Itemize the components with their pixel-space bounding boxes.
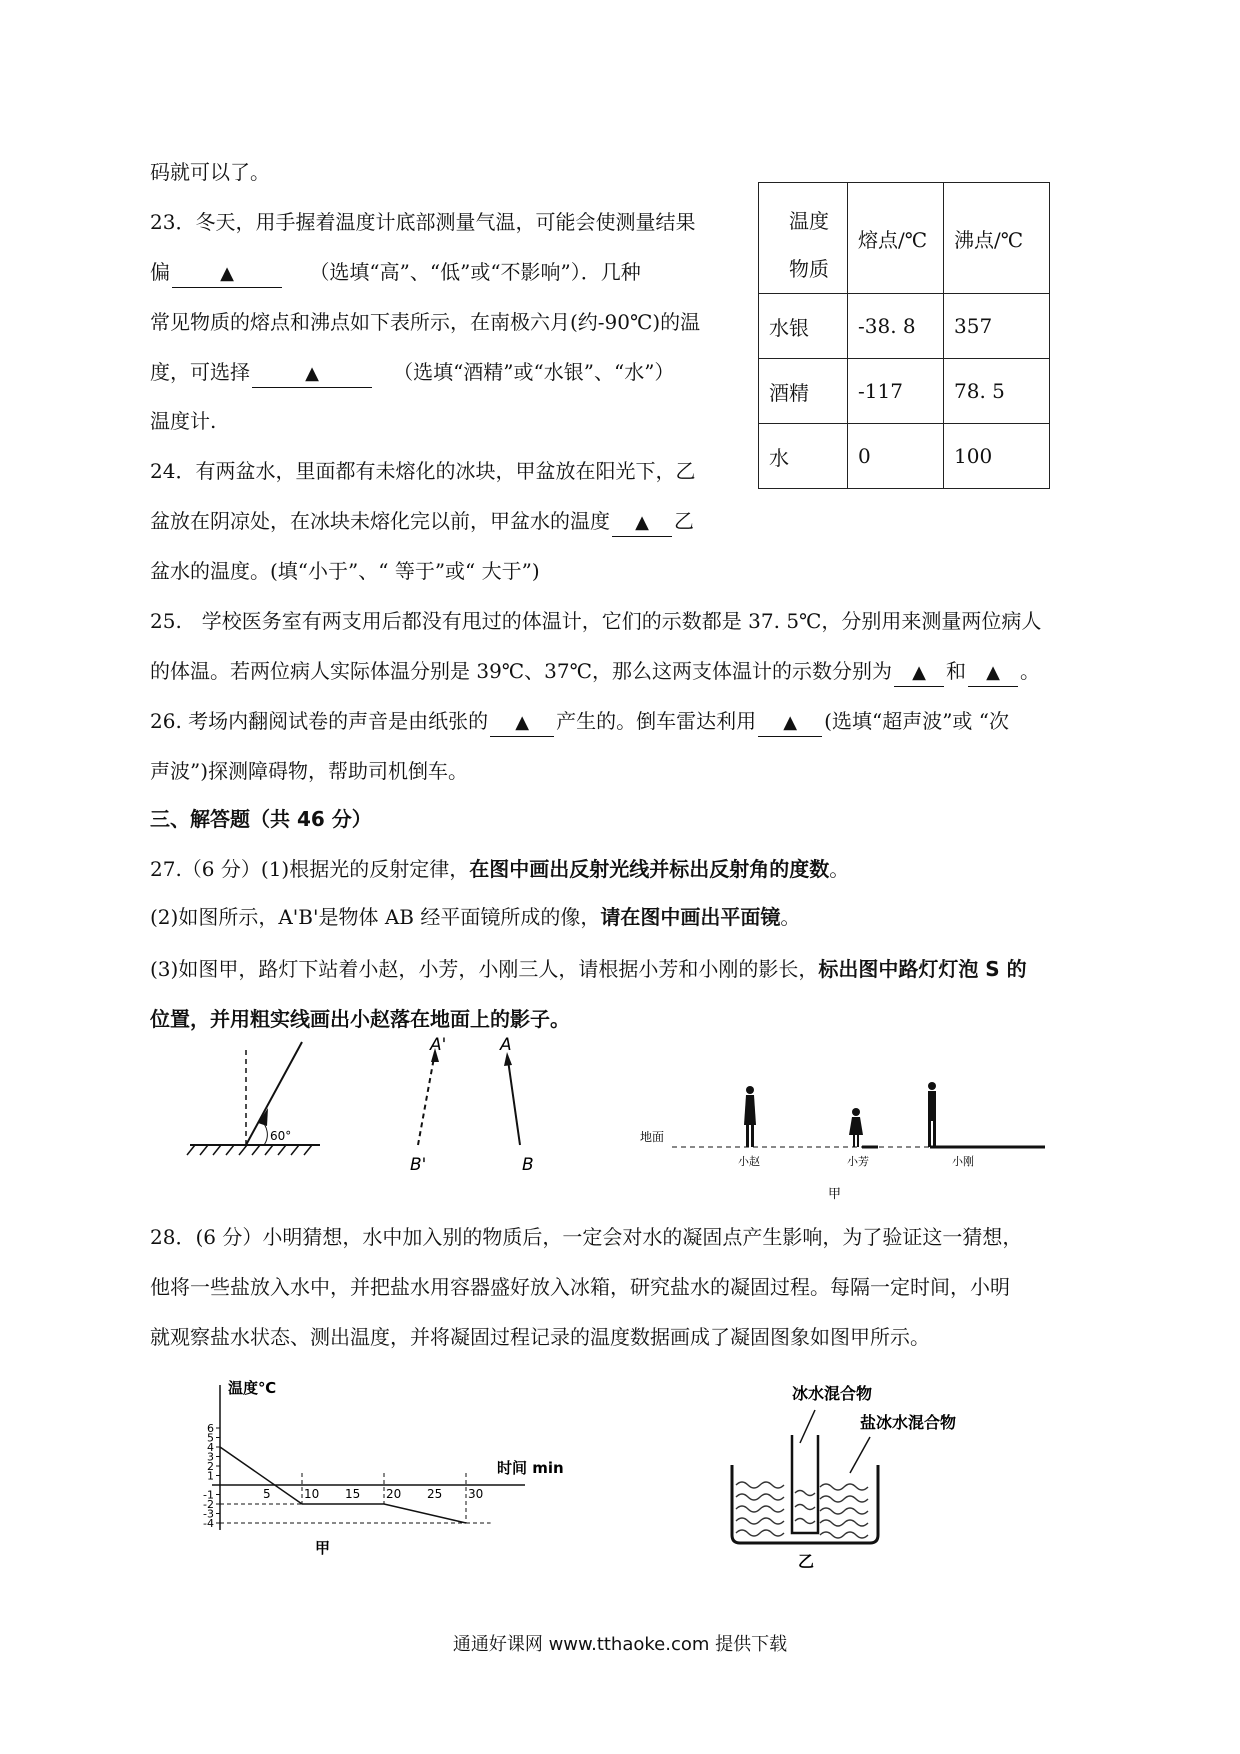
table-header-diagonal	[759, 183, 848, 294]
answer-blank[interactable]: ▲	[894, 658, 944, 687]
beaker-figure	[720, 1375, 1010, 1575]
label-b: B	[522, 1155, 534, 1175]
q27-line1: 27.（6 分）(1)根据光的反射定律，在图中画出反射光线并标出反射角的度数。	[150, 857, 850, 881]
cell-name: 水银	[759, 294, 848, 359]
y-tick-label: -4	[203, 1517, 214, 1530]
melting-boiling-table	[758, 182, 1050, 489]
y-tick-label: 5	[207, 1431, 214, 1445]
x-tick-label: 10	[304, 1487, 320, 1501]
y-tick-label: 4	[207, 1441, 214, 1454]
q27-line2: (2)如图所示，A'B'是物体 AB 经平面镜所成的像，请在图中画出平面镜。	[150, 905, 801, 929]
y-tick-label: 2	[207, 1460, 214, 1473]
footer: 通通好课网 www.tthaoke.com 提供下载	[452, 1634, 788, 1655]
q28-line1: 28．(6 分）小明猜想，水中加入别的物质后，一定会对水的凝固点产生影响，为了验证这一猜想，	[150, 1225, 1023, 1249]
x-tick-label: 25	[427, 1487, 443, 1501]
x-tick-label: 15	[345, 1487, 361, 1501]
answer-blank[interactable]: ▲	[612, 508, 672, 537]
cell-name: 酒精	[759, 359, 848, 424]
answer-blank[interactable]: ▲	[758, 708, 822, 737]
label-xiaofang: 小芳	[847, 1155, 869, 1168]
y-tick-label: -1	[203, 1488, 214, 1502]
x-tick-label: 30	[468, 1487, 484, 1501]
angle-label: 60°	[270, 1129, 292, 1143]
mirror-image-diagram	[410, 1035, 534, 1175]
header-substance: 物质	[789, 257, 829, 281]
answer-blank[interactable]: ▲	[252, 359, 372, 388]
header-boil: 沸点/℃	[944, 183, 1050, 294]
q24-line3: 盆水的温度。(填“小于”、“ 等于”或“ 大于”)	[150, 559, 540, 583]
q23-line5: 温度计.	[150, 409, 217, 433]
q23-line3: 常见物质的熔点和沸点如下表所示，在南极六月(约-90℃)的温	[150, 310, 701, 334]
y-tick-label: -3	[203, 1507, 214, 1521]
x-tick-label: 5	[263, 1487, 271, 1501]
q24-line2: 盆放在阴凉处，在冰块未熔化完以前，甲盆水的温度 ▲ 乙	[150, 504, 694, 538]
table-row	[759, 359, 1050, 424]
table-row	[759, 294, 1050, 359]
figure-caption: 甲	[828, 1187, 842, 1202]
label-xiaogang: 小刚	[952, 1155, 974, 1168]
q28-line3: 就观察盐水状态、测出温度，并将凝固过程记录的温度数据画成了凝固图象如图甲所示。	[150, 1325, 930, 1349]
cell-boil: 357	[944, 294, 1050, 359]
person-xiaozhao	[744, 1086, 756, 1147]
reflection-diagram	[187, 1042, 320, 1155]
y-tick-label: 1	[207, 1469, 214, 1483]
q27-line4: 位置，并用粗实线画出小赵落在地面上的影子。	[150, 1007, 570, 1031]
street-lamp-diagram	[640, 1082, 1045, 1202]
header-temp: 温度	[789, 209, 829, 233]
outer-beaker	[732, 1465, 878, 1543]
cell-melt: -38. 8	[848, 294, 944, 359]
cell-boil: 100	[944, 424, 1050, 489]
q25-line2: 的体温。若两位病人实际体温分别是 39℃、37℃，那么这两支体温计的示数分别为 ▲ 和 ▲ 。	[150, 654, 1040, 688]
cell-boil: 78. 5	[944, 359, 1050, 424]
x-tick-label: 20	[386, 1487, 402, 1501]
x-axis-label: 时间 min	[497, 1459, 564, 1477]
cell-name: 水	[759, 424, 848, 489]
label-a: A	[500, 1035, 512, 1055]
y-tick-label: 6	[207, 1422, 214, 1435]
label-b-prime: B'	[410, 1155, 427, 1175]
q23-line4: 度，可选择 ▲ （选填“酒精”或“水银”、“水”）	[150, 355, 674, 389]
answer-blank[interactable]: ▲	[172, 259, 282, 288]
q28-line2: 他将一些盐放入水中，并把盐水用容器盛好放入冰箱，研究盐水的凝固过程。每隔一定时间，小明	[150, 1275, 1010, 1299]
section-heading: 三、解答题（共 46 分）	[150, 807, 372, 831]
figure-27	[150, 1030, 1110, 1210]
table-row	[759, 424, 1050, 489]
q23-line2: 偏 ▲ （选填“高”、“低”或“不影响”）．几种	[150, 255, 641, 289]
person-xiaofang	[849, 1108, 863, 1147]
ground-label: 地面	[640, 1130, 665, 1144]
q23-line1: 23．冬天，用手握着温度计底部测量气温，可能会使测量结果	[150, 210, 696, 234]
chart-caption: 甲	[315, 1539, 331, 1557]
y-tick-label: -2	[203, 1498, 214, 1511]
q24-line1: 24．有两盆水，里面都有未熔化的冰块，甲盆放在阳光下，乙	[150, 459, 696, 483]
label-xiaozhao: 小赵	[738, 1155, 760, 1168]
beaker-caption: 乙	[798, 1552, 815, 1571]
person-xiaogang	[928, 1082, 936, 1147]
inner-tube	[792, 1435, 818, 1533]
header-melt: 熔点/℃	[848, 183, 944, 294]
y-tick-label: 3	[207, 1450, 214, 1464]
answer-blank[interactable]: ▲	[490, 708, 554, 737]
answer-blank[interactable]: ▲	[968, 658, 1018, 687]
solidification-chart	[190, 1375, 590, 1570]
q27-line3: (3)如图甲，路灯下站着小赵，小芳，小刚三人，请根据小芳和小刚的影长，标出图中路灯灯泡 S 的	[150, 957, 1027, 981]
q26-line2: 声波”)探测障碍物，帮助司机倒车。	[150, 759, 469, 783]
q26-line1: 26. 考场内翻阅试卷的声音是由纸张的 ▲ 产生的。倒车雷达利用 ▲ (选填“超声波”或 “次	[150, 704, 1009, 738]
q25-line1: 25. 学校医务室有两支用后都没有甩过的体温计，它们的示数都是 37. 5℃，分别用来测量两位病人	[150, 609, 1042, 633]
label-ice-water: 冰水混合物	[792, 1384, 873, 1403]
label-a-prime: A'	[430, 1035, 447, 1055]
cell-melt: -117	[848, 359, 944, 424]
cell-melt: 0	[848, 424, 944, 489]
text-line: 码就可以了。	[150, 160, 270, 184]
label-salt-ice-water: 盐冰水混合物	[860, 1413, 957, 1432]
y-axis-label: 温度℃	[228, 1379, 277, 1397]
